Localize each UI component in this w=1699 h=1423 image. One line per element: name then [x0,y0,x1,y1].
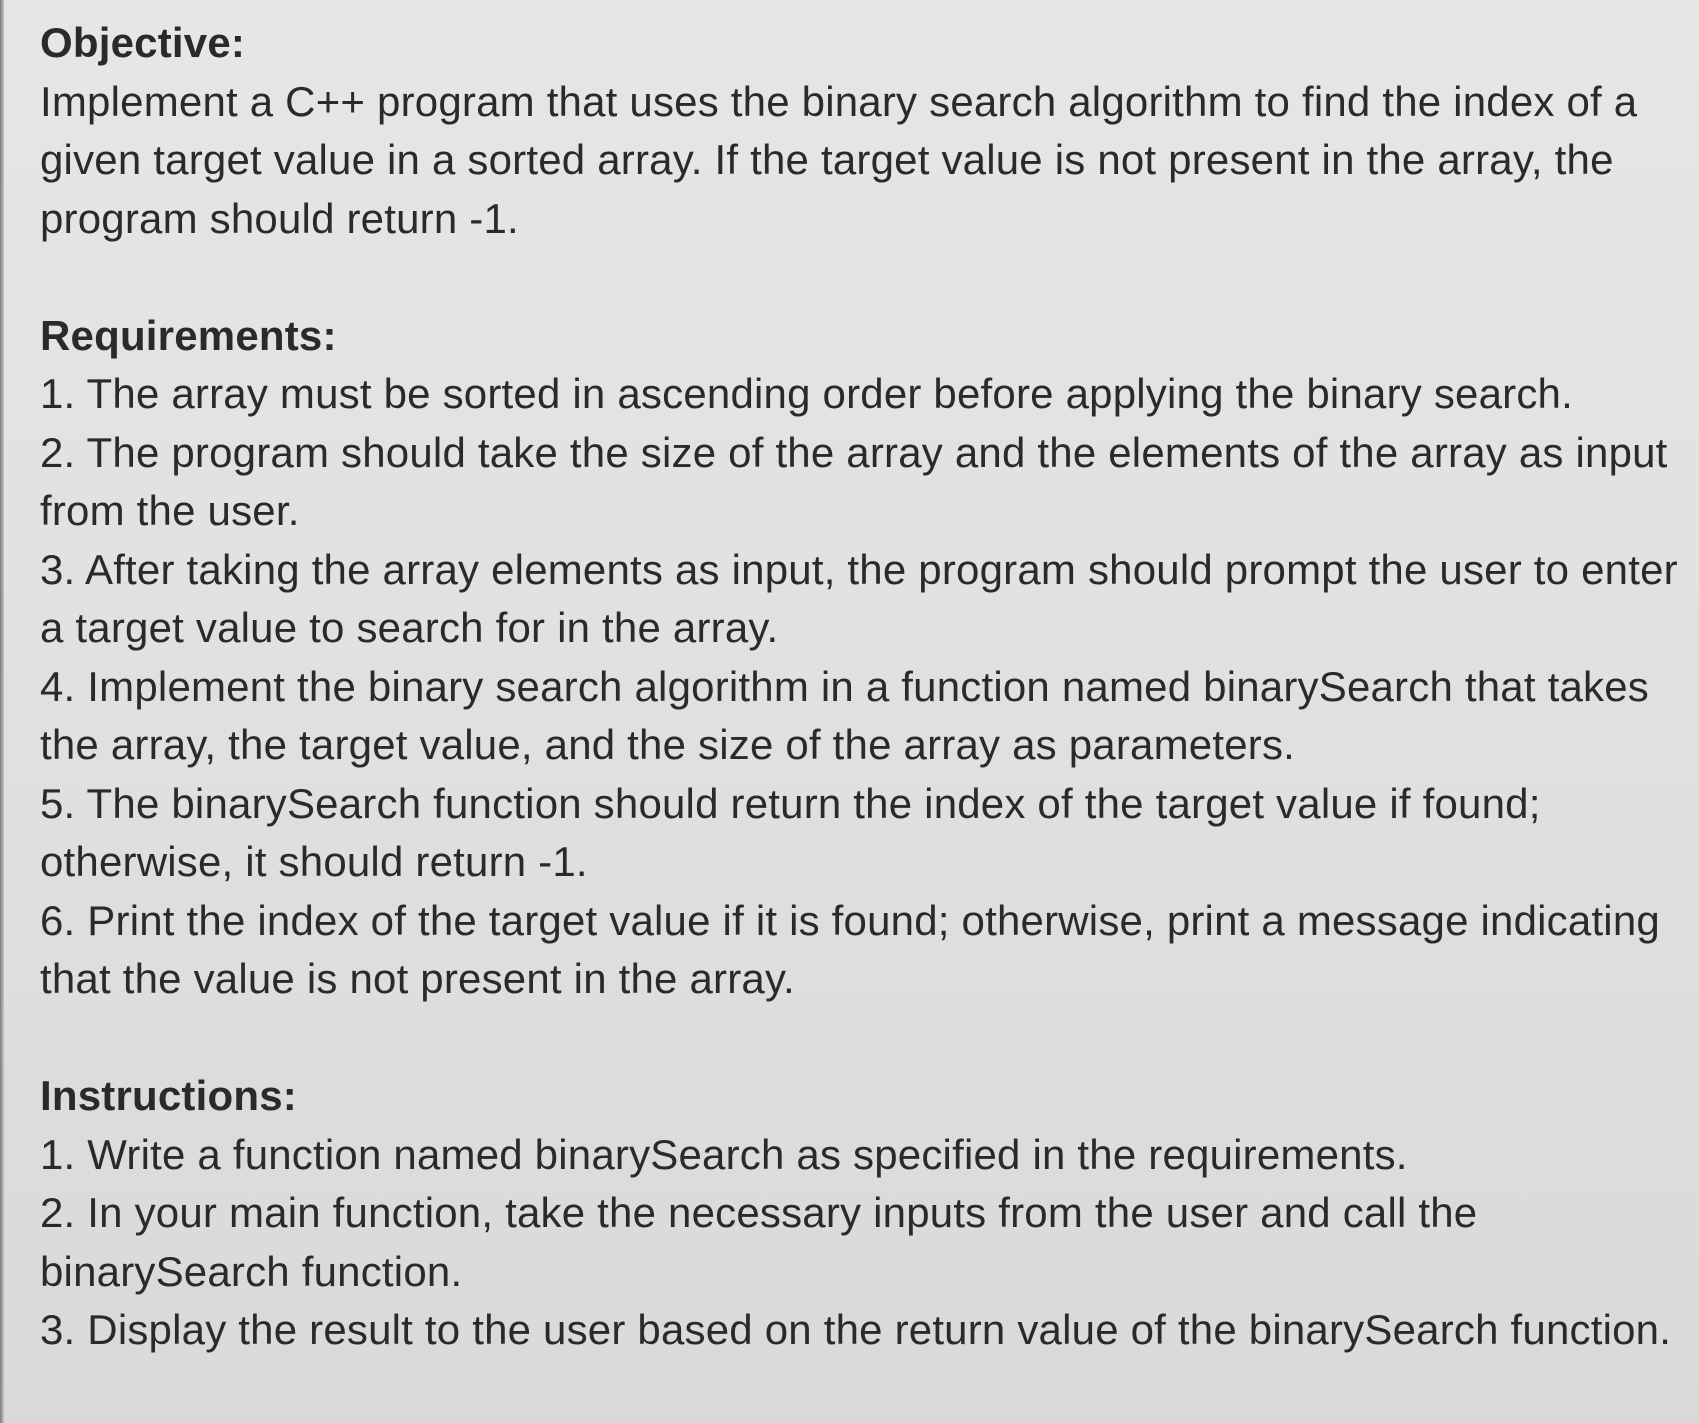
requirement-item: 2. The program should take the size of the array and the elements of the array as input from the user. [40,428,1668,534]
requirement-item: 6. Print the index of the target value if it is found; otherwise, print a message indicating that the value is not present in the array. [40,896,1660,1002]
requirement-item: 5. The binarySearch function should return the index of the target value if found; otherwise, it should return -1. [40,779,1541,885]
instruction-item: 2. In your main function, take the necessary inputs from the user and call the binarySearch function. [40,1189,1478,1295]
requirements-heading: Requirements: [40,311,337,359]
page-edge-shadow [0,0,4,1423]
section-spacer [40,1009,1680,1068]
instructions-list [40,1126,1680,1360]
instructions-heading: Instructions: [40,1072,297,1119]
requirements-list [40,365,1680,1009]
instruction-item: 3. Display the result to the user based on the return value of the binarySearch function. [40,1306,1672,1353]
instruction-item: 1. Write a function named binarySearch as specified in the requirements. [40,1130,1408,1178]
requirement-item: 3. After taking the array elements as input, the program should prompt the user to enter a target value to search for in the array. [40,545,1678,651]
objective-section [40,14,1680,248]
section-spacer [40,248,1680,307]
document-page [40,14,1680,1360]
requirements-section [40,307,1680,1009]
objective-heading: Objective: [40,19,246,66]
requirement-item: 4. Implement the binary search algorithm in a function named binarySearch that takes the array, the target value, and the size of the array as parameters. [40,662,1649,768]
instructions-section [40,1067,1680,1360]
objective-text: Implement a C++ program that uses the binary search algorithm to find the index of a given target value in a sorted array. If the target value is not present in the array, the program should return -1. [40,77,1638,242]
requirement-item: 1. The array must be sorted in ascending order before applying the binary search. [40,370,1573,417]
